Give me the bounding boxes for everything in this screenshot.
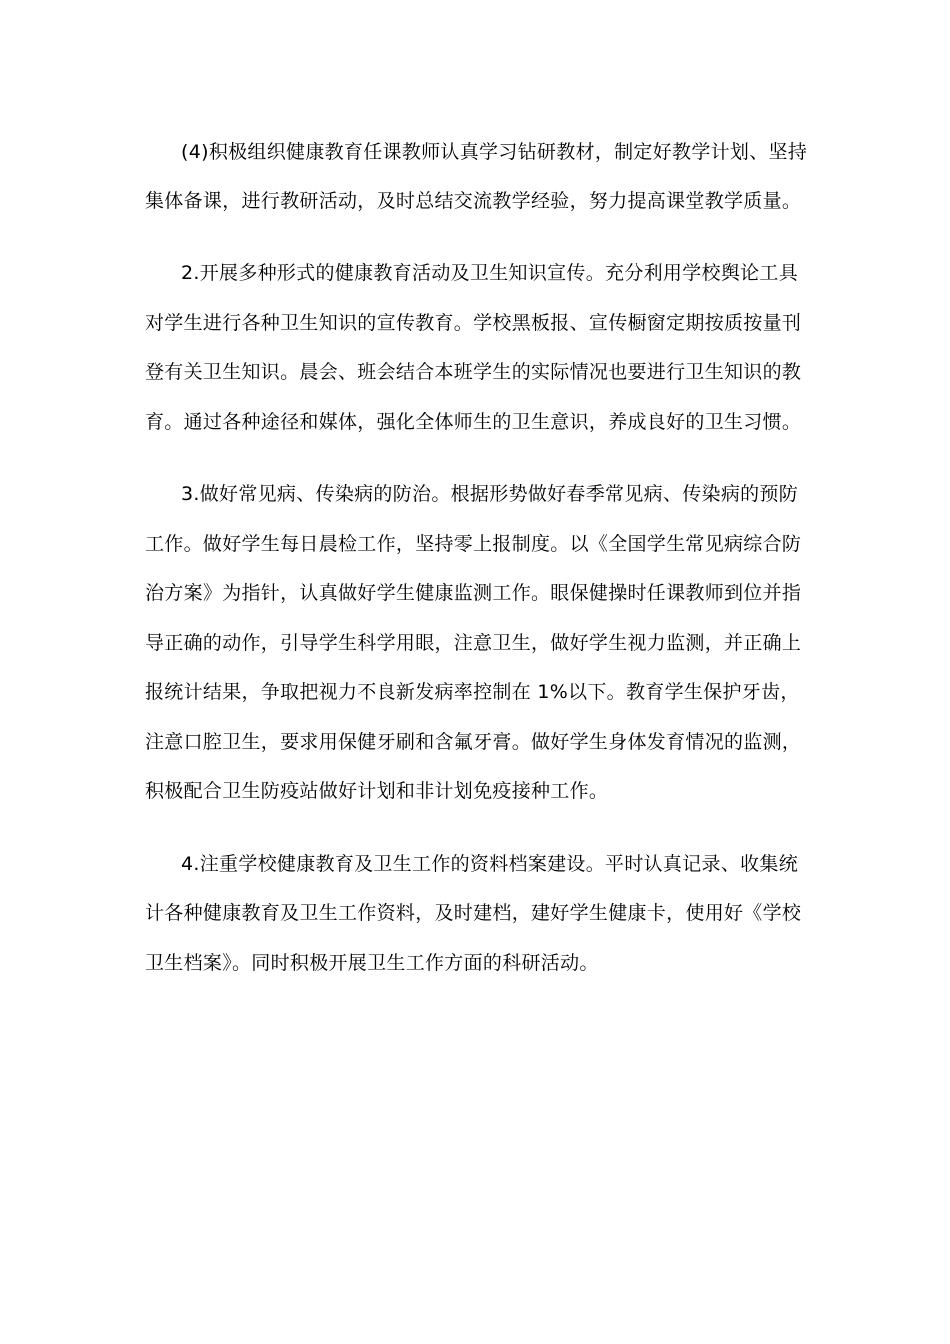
paragraph-3-line-2: 工作。做好学生每日晨检工作，坚持零上报制度。以《全国学生常见病综合防 xyxy=(145,533,802,555)
paragraph-3-line-4: 导正确的动作，引导学生科学用眼，注意卫生，做好学生视力监测，并正确上 xyxy=(145,632,802,654)
paragraph-3-line-6: 注意口腔卫生，要求用保健牙刷和含氟牙膏。做好学生身体发育情况的监测， xyxy=(145,731,802,753)
paragraph-2-line-2: 对学生进行各种卫生知识的宣传教育。学校黑板报、宣传橱窗定期按质按量刊 xyxy=(145,312,802,334)
paragraph-4-line-3: 卫生档案》。同时积极开展卫生工作方面的科研活动。 xyxy=(145,952,599,974)
paragraph-1-line-2: 集体备课，进行教研活动，及时总结交流教学经验，努力提高课堂教学质量。 xyxy=(145,190,802,212)
paragraph-2-line-1: 2.开展多种形式的健康教育活动及卫生知识宣传。充分利用学校舆论工具 xyxy=(181,262,799,284)
paragraph-2-line-3: 登有关卫生知识。晨会、班会结合本班学生的实际情况也要进行卫生知识的教 xyxy=(145,361,802,383)
paragraph-4-line-2: 计各种健康教育及卫生工作资料，及时建档，建好学生健康卡，使用好《学校 xyxy=(145,902,802,924)
paragraph-1-line-1: (4)积极组织健康教育任课教师认真学习钻研教材，制定好教学计划、坚持 xyxy=(181,141,808,163)
paragraph-2-line-4: 育。通过各种途径和媒体，强化全体师生的卫生意识，养成良好的卫生习惯。 xyxy=(145,411,802,433)
paragraph-3-line-3: 治方案》为指针，认真做好学生健康监测工作。眼保健操时任课教师到位并指 xyxy=(145,582,802,604)
paragraph-3-line-1: 3.做好常见病、传染病的防治。根据形势做好春季常见病、传染病的预防 xyxy=(181,483,799,505)
paragraph-3-line-5: 报统计结果，争取把视力不良新发病率控制在 1%以下。教育学生保护牙齿， xyxy=(145,681,800,703)
paragraph-4-line-1: 4.注重学校健康教育及卫生工作的资料档案建设。平时认真记录、收集统 xyxy=(181,853,799,875)
paragraph-3-line-7: 积极配合卫生防疫站做好计划和非计划免疫接种工作。 xyxy=(145,780,609,802)
